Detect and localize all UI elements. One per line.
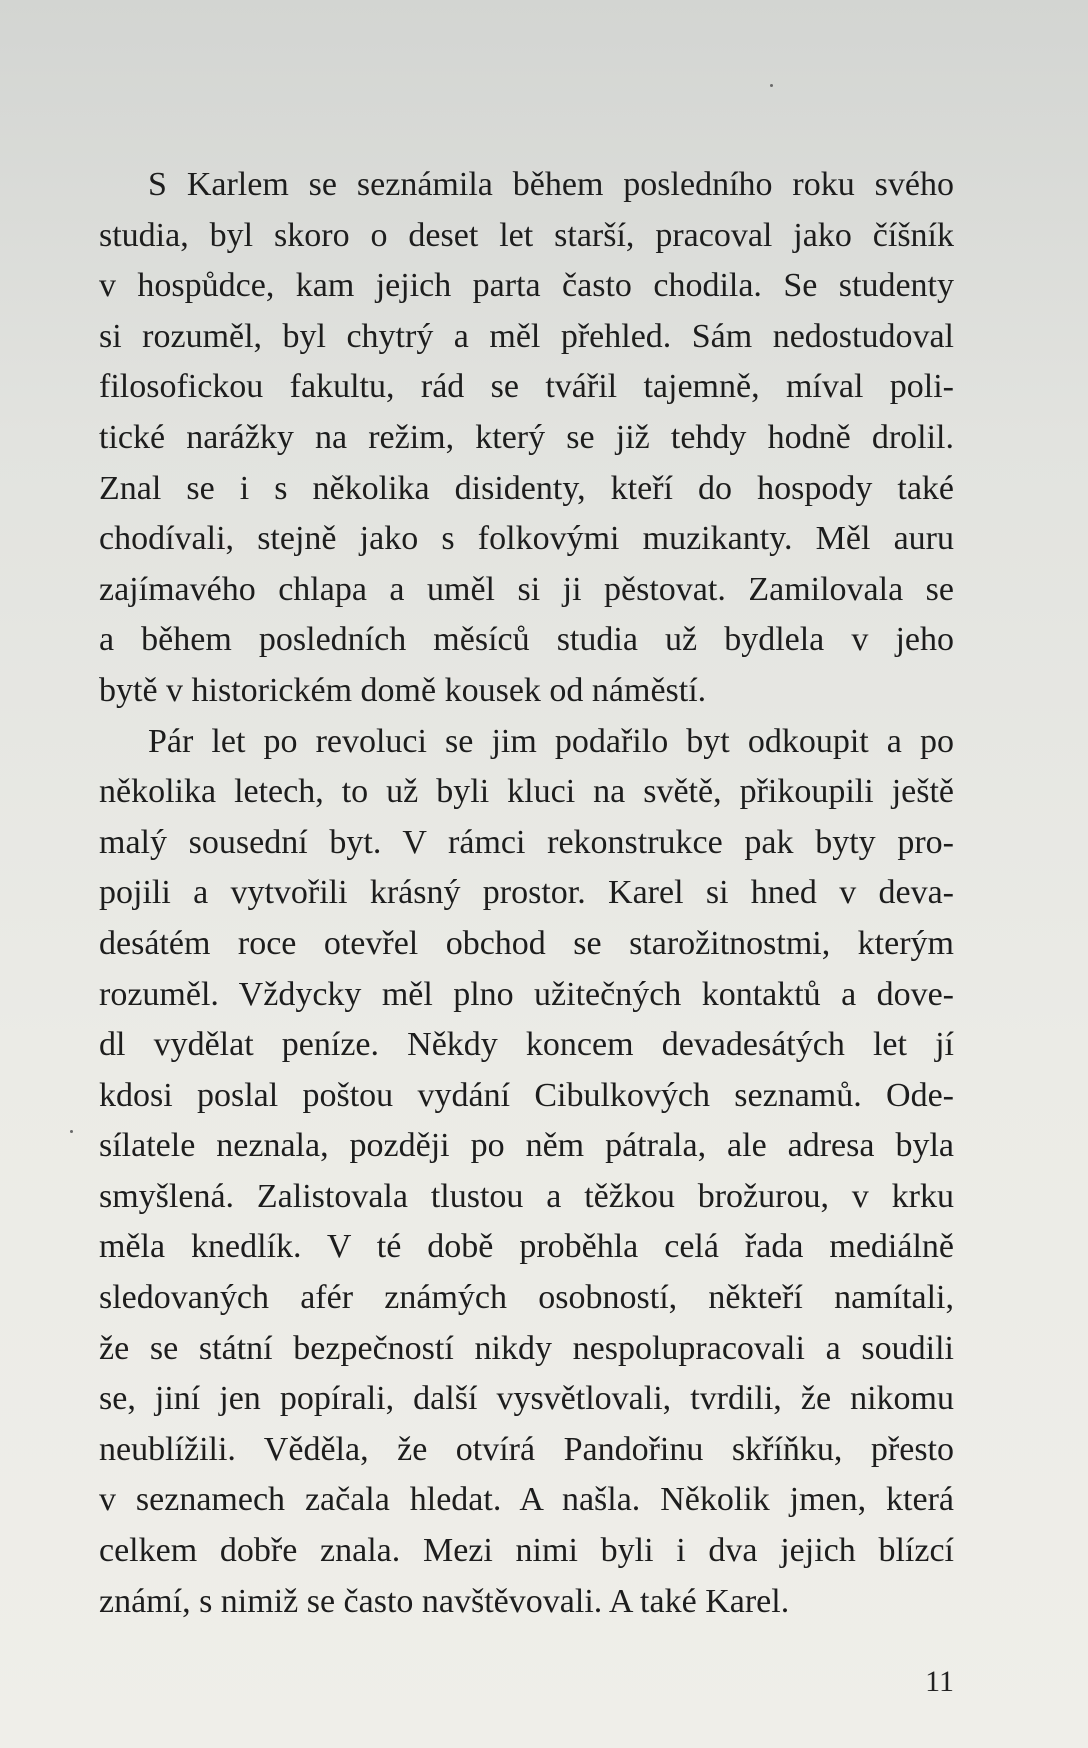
text-line: kdosi poslal poštou vydání Cibulkových seznamů. Ode- [99,1076,954,1114]
text-line: se, jiní jen popírali, další vysvětlovali, tvrdili, že nikomu [99,1380,954,1418]
page-number: 11 [925,1665,954,1698]
text-line: Pár let po revoluci se jim podařilo byt odkoupit a po [148,722,954,760]
paper-speck-decoration [770,84,773,87]
text-line: a během posledních měsíců studia už bydlela v jeho [99,621,954,659]
body-text [99,160,954,1627]
text-line: sledovaných afér známých osobností, někteří namítali, [99,1279,954,1317]
text-line: neublížili. Věděla, že otvírá Pandořinu skříňku, přesto [99,1430,954,1468]
text-line: S Karlem se seznámila během posledního roku svého [148,166,954,203]
text-line: chodívali, stejně jako s folkovými muzikanty. Měl auru [99,520,954,558]
text-line: sílatele neznala, později po něm pátrala, ale adresa byla [99,1127,954,1165]
paper-speck-decoration [70,1130,73,1133]
text-line: desátém roce otevřel obchod se starožitnostmi, kterým [99,924,954,962]
text-line: rozuměl. Vždycky měl plno užitečných kontaktů a dove- [99,975,954,1013]
text-line: celkem dobře znala. Mezi nimi byli i dva jejich blízcí [99,1532,954,1570]
text-line: filosofickou fakultu, rád se tvářil tajemně, míval poli- [99,368,954,406]
text-line: bytě v historickém domě kousek od náměstí. [99,671,707,709]
text-line: dl vydělat peníze. Někdy koncem devadesátých let jí [99,1026,954,1064]
text-line: několika letech, to už byli kluci na světě, přikoupili ještě [99,773,954,811]
text-line: měla knedlík. V té době proběhla celá řada mediálně [99,1228,954,1266]
text-line: si rozuměl, byl chytrý a měl přehled. Sám nedostudoval [99,317,954,355]
text-line: v seznamech začala hledat. A našla. Několik jmen, která [99,1481,954,1519]
text-line: že se státní bezpečností nikdy nespolupracovali a soudili [99,1329,954,1367]
text-line: zajímavého chlapa a uměl si ji pěstovat. Zamilovala se [99,570,954,608]
text-line: studia, byl skoro o deset let starší, pracoval jako číšník [99,216,954,254]
text-line: známí, s nimiž se často navštěvovali. A také Karel. [99,1582,790,1620]
text-line: smyšlená. Zalistovala tlustou a těžkou brožurou, v krku [99,1177,954,1215]
text-line: tické narážky na režim, který se již tehdy hodně drolil. [99,418,954,456]
text-line: Znal se i s několika disidenty, kteří do hospody také [99,469,954,507]
text-line: pojili a vytvořili krásný prostor. Karel si hned v deva- [99,874,954,912]
text-line: malý sousední byt. V rámci rekonstrukce pak byty pro- [99,823,954,861]
text-line: v hospůdce, kam jejich parta často chodila. Se studenty [99,267,954,305]
